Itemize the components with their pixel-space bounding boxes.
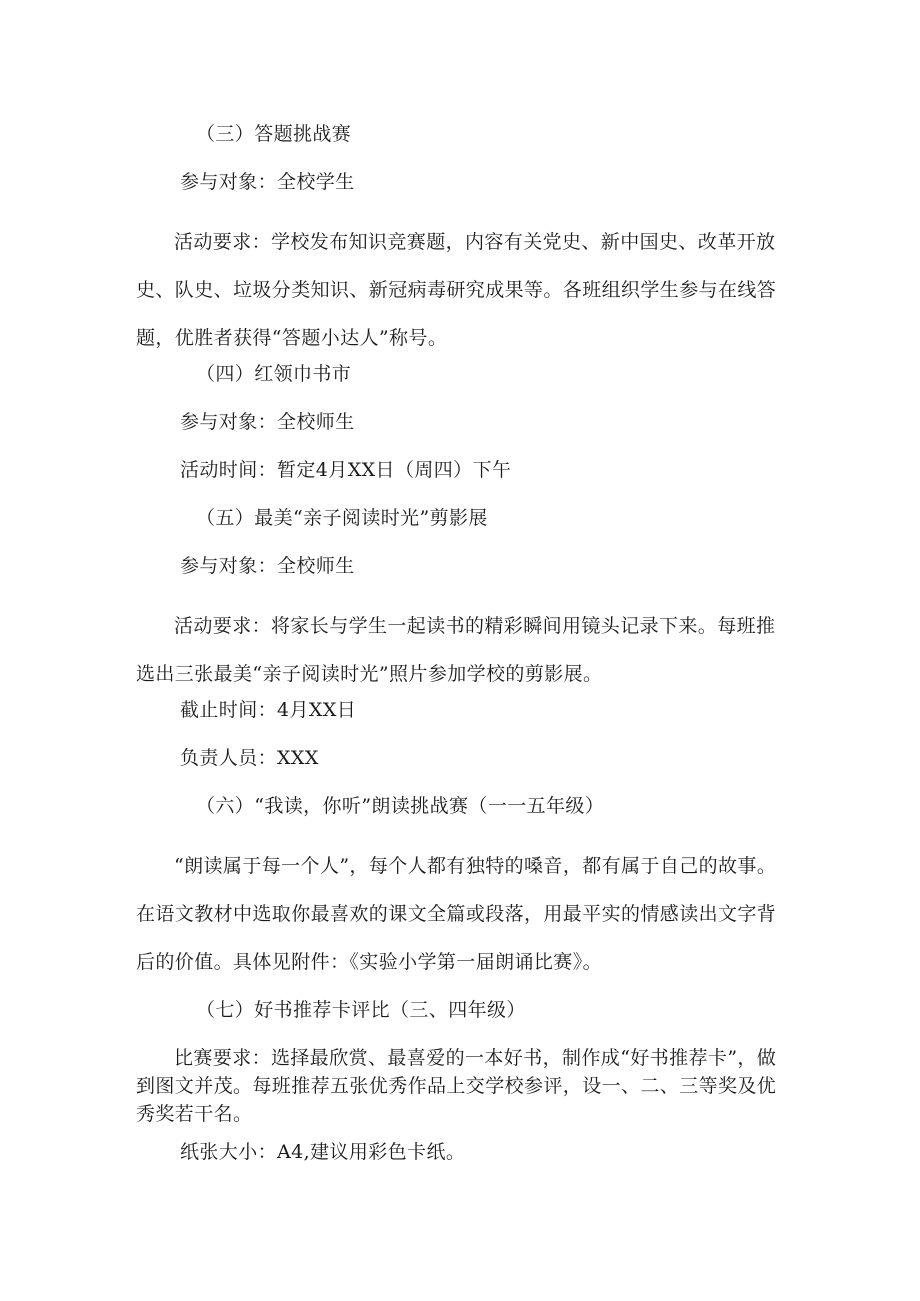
section-5-heading: （五）最美“亲子阅读时光”剪影展: [196, 507, 488, 529]
section-5-participants: 参与对象：全校师生: [180, 555, 355, 577]
section-5-deadline: 截止时间：4月XX日: [180, 699, 357, 721]
section-7-heading: （七）好书推荐卡评比（三、四年级）: [196, 999, 526, 1021]
section-4-time: 活动时间：暂定4月XX日（周四）下午: [180, 459, 512, 481]
section-3-heading: （三）答题挑战赛: [196, 123, 352, 145]
section-3-requirement: 活动要求：学校发布知识竞赛题，内容有关党史、新中国史、改革开放史、队史、垃圾分类知识、新冠病毒研究成果等。各班组织学生参与在线答题，优胜者获得“答题小达人”称号。: [136, 231, 777, 349]
section-6-description-block: [136, 842, 792, 986]
section-6-description: “朗读属于每一个人”，每个人都有独特的嗓音，都有属于自己的故事。在语文教材中选取你最喜欢的课文全篇或段落，用最平实的情感读出文字背后的价值。具体见附件：《实验小学第一届朗诵比赛》。: [136, 855, 777, 973]
section-7-requirement-block: [136, 1044, 792, 1128]
section-4-participants: 参与对象：全校师生: [180, 411, 355, 433]
section-6-heading: （六）“我读，你听”朗读挑战赛（一一五年级）: [196, 795, 605, 817]
section-4-heading: （四）红领巾书市: [196, 363, 352, 385]
section-5-requirement: 活动要求：将家长与学生一起读书的精彩瞬间用镜头记录下来。每班推选出三张最美“亲子阅读时光”照片参加学校的剪影展。: [136, 615, 776, 685]
section-7-paper-size: 纸张大小：A4,建议用彩色卡纸。: [180, 1141, 466, 1163]
section-3-requirement-block: [136, 218, 792, 362]
section-5-requirement-block: [136, 602, 792, 698]
section-5-person-in-charge: 负责人员：XXX: [180, 747, 319, 769]
section-7-requirement: 比赛要求：选择最欣赏、最喜爱的一本好书，制作成“好书推荐卡”，做到图文并茂。每班推荐五张优秀作品上交学校参评，设一、二、三等奖及优秀奖若干名。: [136, 1047, 777, 1125]
section-3-participants: 参与对象：全校学生: [180, 171, 355, 193]
